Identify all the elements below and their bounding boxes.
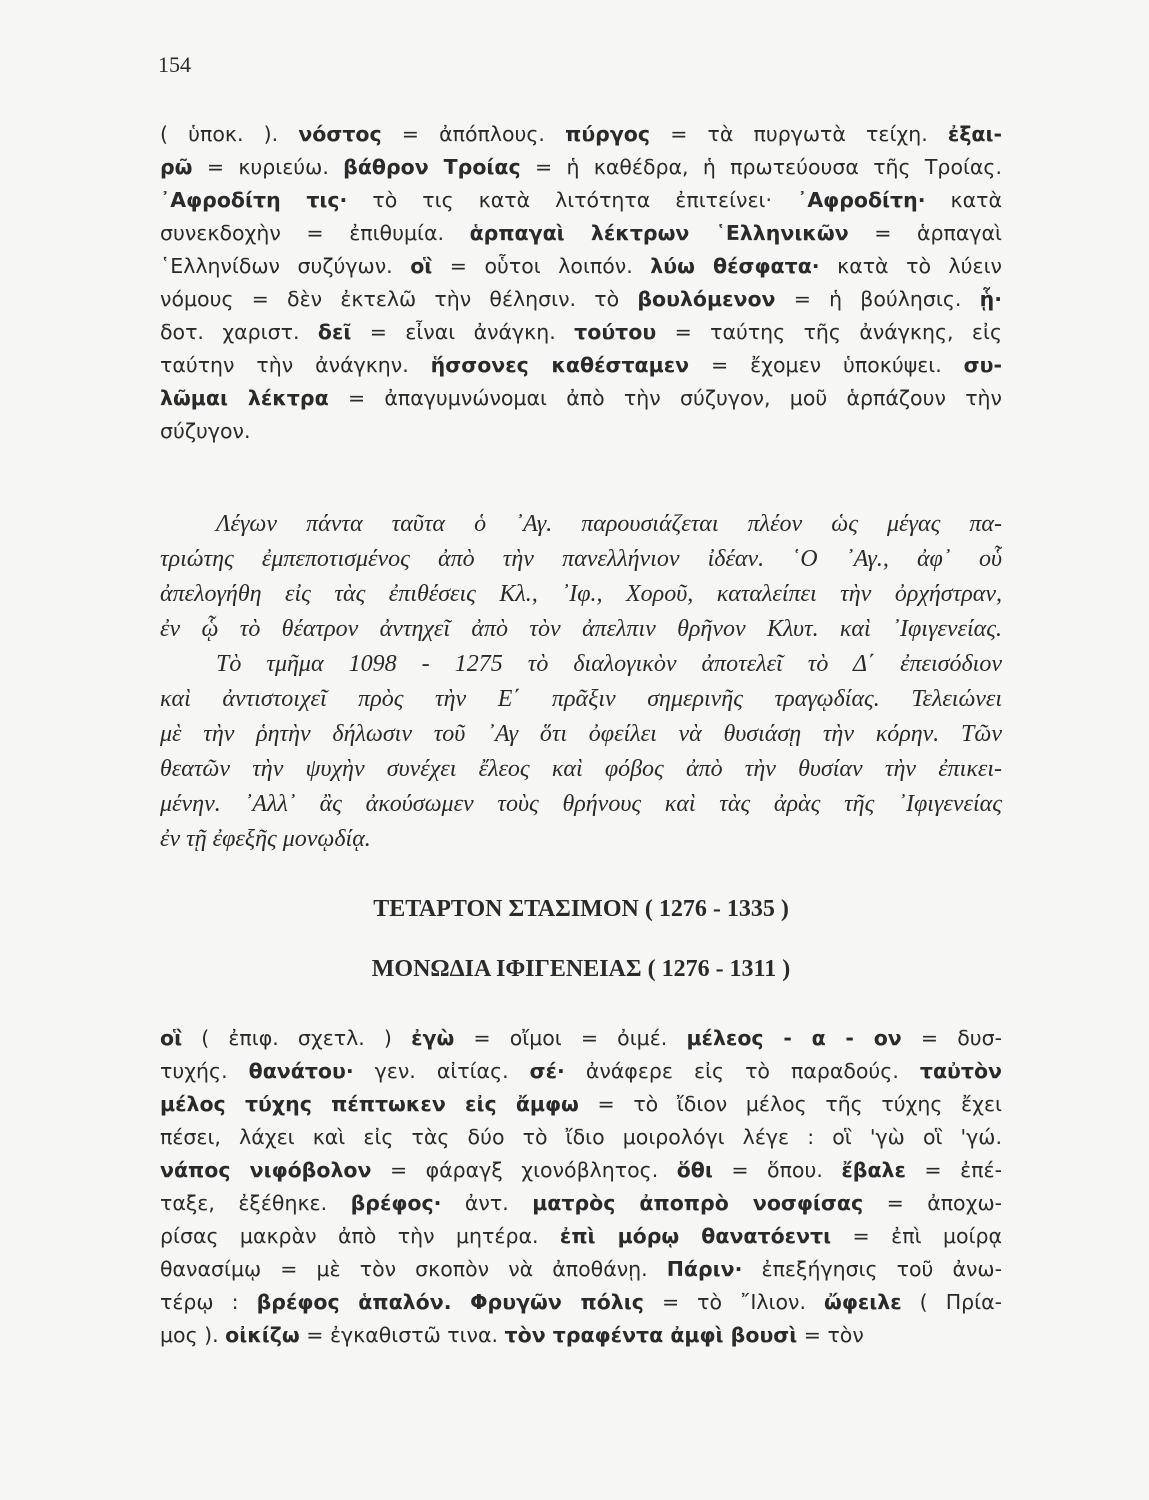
- commentary-line: [160, 787, 1002, 822]
- gloss-text: ῾Ελληνίδων συζύγων.: [160, 254, 411, 278]
- gloss-text: = ἔχομεν ὑποκύψει.: [689, 353, 964, 377]
- gloss-text: τυχής.: [160, 1059, 249, 1083]
- glossary-block-1: [160, 118, 1002, 448]
- gloss-text: ἀνάφερε εἰς τὸ παραδούς.: [564, 1059, 920, 1083]
- gloss-text: = ἐγκαθιστῶ τινα.: [299, 1323, 505, 1347]
- gloss-text: = ἀπόπλους.: [381, 122, 566, 146]
- gloss-text: συνεκδοχὴν = ἐπιθυμία.: [160, 221, 470, 245]
- gloss-term: ἐξαι-: [947, 122, 1002, 146]
- gloss-term: οἳ: [410, 254, 433, 278]
- gloss-term: ρῶ: [160, 155, 193, 179]
- gloss-text: = τὸ ῎Ιλιον.: [643, 1290, 824, 1314]
- gloss-term: ἐπὶ μόρῳ θανατόεντι: [559, 1224, 832, 1248]
- gloss-term: ὤφειλε: [824, 1290, 902, 1314]
- gloss-line: [160, 1022, 1002, 1055]
- gloss-text: καὶ ἀντιστοιχεῖ πρὸς τὴν Ε΄ πρᾶξιν σημερινῆς τραγῳδίας. Τελειώνει: [160, 686, 1002, 712]
- gloss-term: λύω θέσφατα·: [650, 254, 820, 278]
- gloss-line: [160, 1319, 1002, 1352]
- commentary-line: [160, 752, 1002, 787]
- gloss-term: ἁρπαγαὶ λέκτρων ῾Ελληνικῶν: [469, 221, 849, 245]
- gloss-text: κατὰ: [925, 188, 1002, 212]
- gloss-line: [160, 250, 1002, 283]
- gloss-text: = ἀποχω-: [863, 1191, 1002, 1215]
- gloss-term: οἰκίζω: [225, 1323, 300, 1347]
- gloss-term: λῶμαι λέκτρα: [160, 386, 329, 410]
- gloss-line: [160, 1253, 1002, 1286]
- gloss-text: μένην. ᾿Αλλ᾿ ἂς ἀκούσωμεν τοὺς θρήνους καὶ τὰς ἀρὰς τῆς ᾿Ιφιγενείας: [160, 791, 1002, 817]
- gloss-term: οἳ: [160, 1026, 183, 1050]
- gloss-text: ἐν ᾧ τὸ θέατρον ἀντηχεῖ ἀπὸ τὸν ἀπελπιν θρῆνον Κλυτ. καὶ ᾿Ιφιγενείας.: [160, 616, 1002, 642]
- gloss-term: τούτου: [574, 320, 657, 344]
- gloss-term: νόστος: [298, 122, 382, 146]
- gloss-term: ἐγὼ: [411, 1026, 455, 1050]
- gloss-text: ρίσας μακρὰν ἀπὸ τὴν μητέρα.: [160, 1224, 560, 1248]
- gloss-text: = τὸν: [797, 1323, 864, 1347]
- gloss-text: ἐπεξήγησις τοῦ ἀνω-: [742, 1257, 1002, 1281]
- gloss-text: θεατῶν τὴν ψυχὴν συνέχει ἔλεος καὶ φόβος ἀπὸ τὴν θυσίαν τὴν ἐπικει-: [160, 756, 1002, 782]
- gloss-term: θανάτου·: [248, 1059, 354, 1083]
- gloss-term: ᾿Αφροδίτη·: [797, 188, 926, 212]
- gloss-text: = ἁρπαγαὶ: [848, 221, 1002, 245]
- gloss-line: [160, 217, 1002, 250]
- gloss-text: = οἴμοι = ὀιμέ.: [454, 1026, 687, 1050]
- gloss-text: τριώτης ἐμπεποτισμένος ἀπὸ τὴν πανελλήνιον ἰδέαν. ῾Ο ᾿Αγ., ἀφ᾿ οὗ: [160, 546, 1002, 572]
- gloss-text: = οὗτοι λοιπόν.: [432, 254, 651, 278]
- gloss-term: συ-: [963, 353, 1002, 377]
- gloss-text: ἀντ.: [441, 1191, 533, 1215]
- gloss-text: = τὸ ἴδιον μέλος τῆς τύχης ἔχει: [578, 1092, 1002, 1116]
- gloss-text: τὸ τις κατὰ λιτότητα ἐπιτείνει·: [347, 188, 798, 212]
- gloss-text: νόμους = δὲν ἐκτελῶ τὴν θέλησιν. τὸ: [160, 287, 638, 311]
- gloss-term: ᾗ·: [979, 287, 1002, 311]
- gloss-line: [160, 382, 1002, 415]
- gloss-term: βρέφος·: [350, 1191, 442, 1215]
- gloss-line: [160, 1286, 1002, 1319]
- gloss-text: πέσει, λάχει καὶ εἰς τὰς δύο τὸ ἴδιο μοιρολόγι λέγε : οἳ 'γὼ οἳ 'γώ.: [160, 1125, 1002, 1149]
- commentary-line: [160, 682, 1002, 717]
- gloss-text: ταξε, ἐξέθηκε.: [160, 1191, 351, 1215]
- gloss-text: Λέγων πάντα ταῦτα ὁ ᾿Αγ. παρουσιάζεται πλέον ὡς μέγας πα-: [216, 511, 1002, 537]
- commentary-line: [160, 542, 1002, 577]
- gloss-line: [160, 118, 1002, 151]
- gloss-term: ὅθι: [676, 1158, 713, 1182]
- gloss-line: [160, 184, 1002, 217]
- gloss-text: ἀπελογήθη εἰς τὰς ἐπιθέσεις Κλ., ᾿Ιφ., Χοροῦ, καταλείπει τὴν ὀρχήστραν,: [160, 581, 1002, 607]
- gloss-text: = ἡ βούλησις.: [775, 287, 980, 311]
- gloss-term: ματρὸς ἀποπρὸ νοσφίσας: [532, 1191, 864, 1215]
- gloss-text: = δυσ-: [901, 1026, 1002, 1050]
- gloss-text: ( ὑποκ. ).: [160, 122, 299, 146]
- gloss-text: Τὸ τμῆμα 1098 - 1275 τὸ διαλογικὸν ἀποτελεῖ τὸ Δ΄ ἐπεισόδιον: [216, 651, 1002, 677]
- gloss-term: Πάριν·: [666, 1257, 743, 1281]
- gloss-text: ( Πρία-: [901, 1290, 1002, 1314]
- gloss-text: θανασίμῳ = μὲ τὸν σκοπὸν νὰ ἀποθάνῃ.: [160, 1257, 667, 1281]
- gloss-text: = εἶναι ἀνάγκη.: [351, 320, 575, 344]
- gloss-term: δεῖ: [317, 320, 352, 344]
- gloss-line: [160, 1055, 1002, 1088]
- gloss-term: σέ·: [529, 1059, 565, 1083]
- gloss-line: [160, 415, 1002, 448]
- gloss-text: = ἐπὶ μοίρᾳ: [831, 1224, 1002, 1248]
- gloss-line: [160, 1121, 1002, 1154]
- gloss-term: νάπος νιφόβολον: [160, 1158, 372, 1182]
- gloss-text: = ἀπαγυμνώνομαι ἀπὸ τὴν σύζυγον, μοῦ ἁρπάζουν τὴν: [328, 386, 1002, 410]
- gloss-term: πύργος: [565, 122, 651, 146]
- gloss-text: μὲ τὴν ῥητὴν δήλωσιν τοῦ ᾿Αγ ὅτι ὀφείλει νὰ θυσιάσῃ τὴν κόρην. Τῶν: [160, 721, 1002, 747]
- gloss-text: = φάραγξ χιονόβλητος.: [371, 1158, 677, 1182]
- gloss-text: = τὰ πυργωτὰ τείχη.: [650, 122, 948, 146]
- gloss-term: ἔβαλε: [841, 1158, 906, 1182]
- commentary-line: [160, 717, 1002, 752]
- gloss-term: βουλόμενον: [637, 287, 776, 311]
- commentary-line: [160, 822, 1002, 857]
- gloss-line: [160, 151, 1002, 184]
- gloss-term: μέλεος - α - ον: [686, 1026, 902, 1050]
- gloss-text: = ἐπέ-: [905, 1158, 1002, 1182]
- commentary-line: [160, 612, 1002, 647]
- subsection-heading: ΜΟΝΩΔΙΑ ΙΦΙΓΕΝΕΙΑΣ ( 1276 - 1311 ): [371, 956, 791, 982]
- gloss-term: ᾿Αφροδίτη τις·: [160, 188, 348, 212]
- gloss-term: τὸν τραφέντα ἀμφὶ βουσὶ: [504, 1323, 798, 1347]
- gloss-term: ταὐτὸν: [919, 1059, 1002, 1083]
- gloss-line: [160, 1154, 1002, 1187]
- gloss-text: = ταύτης τῆς ἀνάγκης, εἰς: [656, 320, 1002, 344]
- gloss-text: κατὰ τὸ λύειν: [819, 254, 1002, 278]
- gloss-text: γεν. αἰτίας.: [353, 1059, 530, 1083]
- gloss-text: = ὅπου.: [712, 1158, 842, 1182]
- gloss-text: = ἡ καθέδρα, ἡ πρωτεύουσα τῆς Τροίας.: [520, 155, 1002, 179]
- gloss-text: ταύτην τὴν ἀνάγκην.: [160, 353, 431, 377]
- gloss-term: βάθρον Τροίας: [343, 155, 521, 179]
- gloss-text: ἐν τῇ ἐφεξῆς μονῳδίᾳ.: [160, 826, 371, 852]
- section-heading: ΤΕΤΑΡΤΟΝ ΣΤΑΣΙΜΟΝ ( 1276 - 1335 ): [373, 896, 789, 922]
- gloss-text: τέρῳ :: [160, 1290, 257, 1314]
- gloss-line: [160, 283, 1002, 316]
- gloss-line: [160, 1187, 1002, 1220]
- commentary-line: [160, 577, 1002, 612]
- gloss-text: = κυριεύω.: [192, 155, 344, 179]
- gloss-text: δοτ. χαριστ.: [160, 320, 318, 344]
- gloss-text: ( ἐπιφ. σχετλ. ): [182, 1026, 412, 1050]
- page-number: 154: [158, 52, 191, 77]
- gloss-line: [160, 1088, 1002, 1121]
- glossary-block-2: [160, 1022, 1002, 1352]
- gloss-line: [160, 349, 1002, 382]
- gloss-term: μέλος τύχης πέπτωκεν εἰς ἄμφω: [160, 1092, 579, 1116]
- gloss-text: σύζυγον.: [160, 419, 251, 443]
- gloss-term: ἥσσονες καθέσταμεν: [430, 353, 690, 377]
- gloss-line: [160, 1220, 1002, 1253]
- gloss-text: μος ).: [160, 1323, 226, 1347]
- commentary-line: [160, 647, 1002, 682]
- gloss-term: βρέφος ἁπαλόν. Φρυγῶν πόλις: [256, 1290, 644, 1314]
- commentary-block: [160, 507, 1002, 857]
- commentary-line: [160, 507, 1002, 542]
- gloss-line: [160, 316, 1002, 349]
